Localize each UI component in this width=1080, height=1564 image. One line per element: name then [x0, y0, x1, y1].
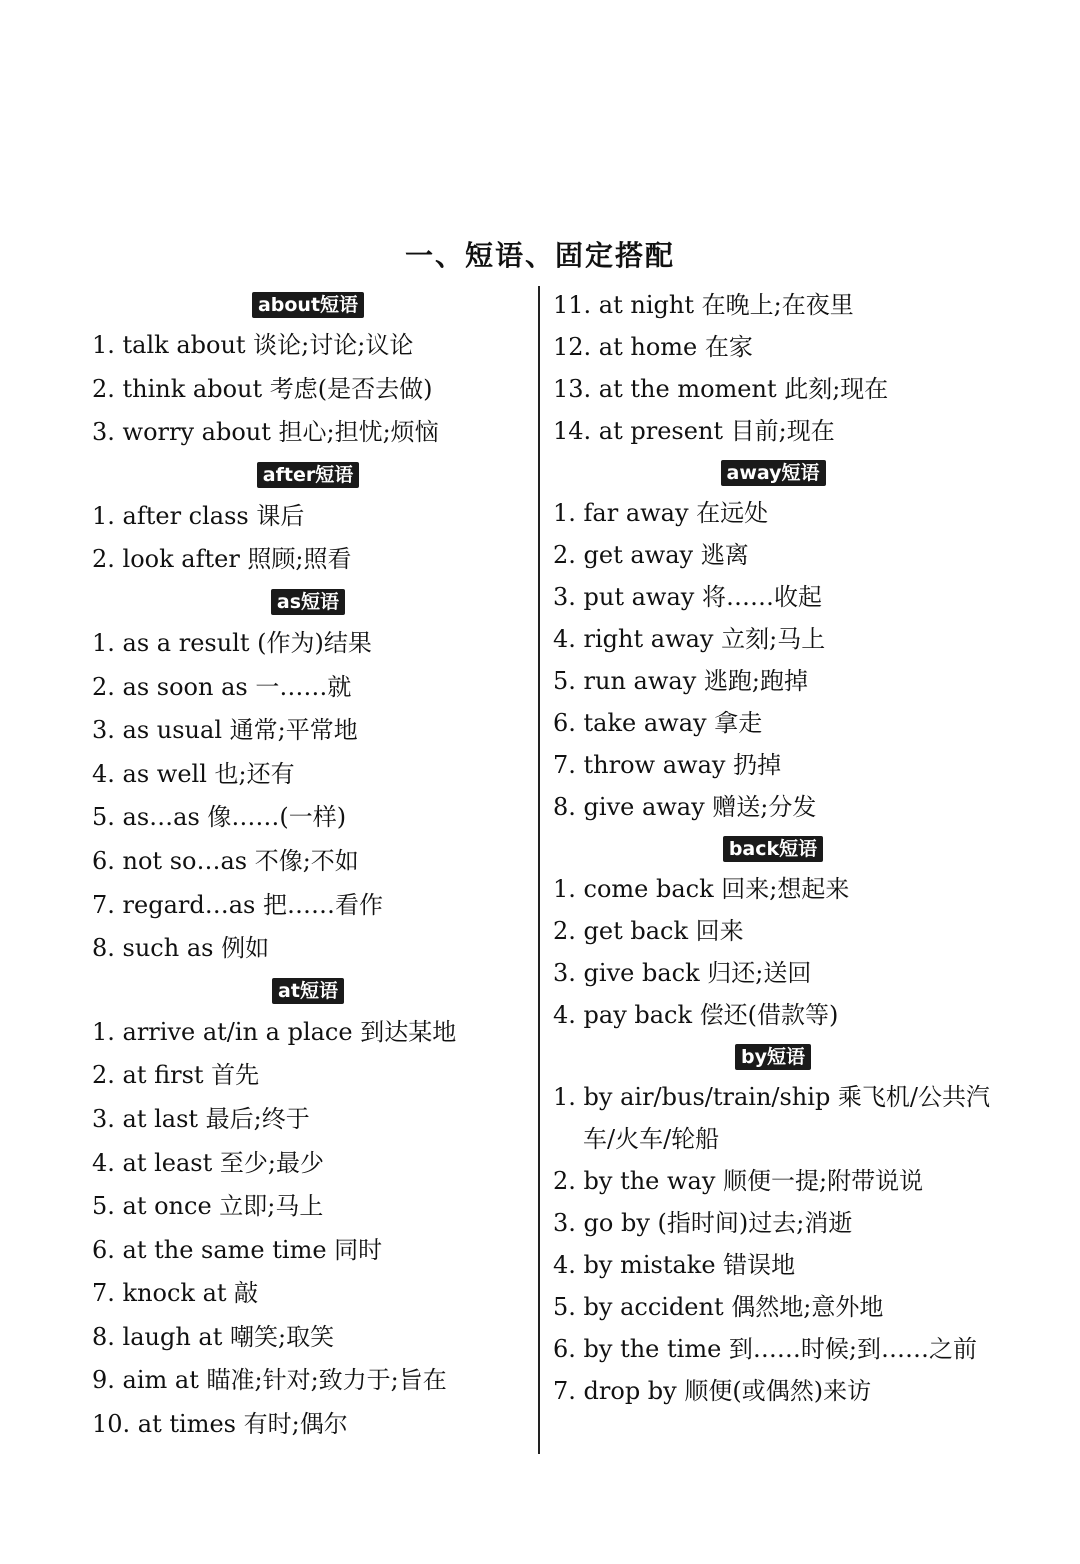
section-header-back: [553, 828, 993, 868]
phrase-item: 2. think about 考虑(是否去做): [92, 374, 433, 403]
phrase-item: 2. at first 首先: [92, 1061, 260, 1090]
phrase-item: 7. throw away 扔掉: [553, 751, 782, 779]
phrase-item: 14. at present 目前;现在: [553, 417, 835, 445]
column-divider: [538, 286, 540, 1454]
phrase-item: 8. laugh at 嘲笑;取笑: [92, 1322, 335, 1351]
phrase-item: 1. far away 在远处: [553, 499, 769, 527]
phrase-item: 1. talk about 谈论;讨论;议论: [92, 331, 414, 359]
phrase-item: 1. by air/bus/train/ship 乘飞机/公共汽车/火车/轮船: [553, 1083, 991, 1153]
phrase-item: 4. pay back 偿还(借款等): [553, 1001, 839, 1029]
phrase-item: 6. take away 拿走: [553, 709, 763, 737]
section-header-by: [553, 1036, 993, 1076]
phrase-item: 13. at the moment 此刻;现在: [553, 375, 889, 403]
section-tag: away短语: [721, 460, 826, 486]
phrase-item: 5. run away 逃跑;跑掉: [553, 667, 808, 695]
phrase-item: 2. by the way 顺便一提;附带说说: [553, 1167, 924, 1195]
section-tag: after短语: [257, 462, 359, 488]
phrase-item: 6. not so…as 不像;不如: [92, 846, 359, 875]
section-tag: about短语: [252, 292, 364, 318]
phrase-item: 2. get away 逃离: [553, 541, 749, 569]
phrase-item: 4. right away 立刻;马上: [553, 625, 826, 653]
page-title: 一、短语、固定搭配: [404, 239, 675, 272]
phrase-item: 6. at the same time 同时: [92, 1235, 383, 1264]
left-column: [92, 284, 524, 1447]
phrase-item: 5. by accident 偶然地;意外地: [553, 1293, 884, 1321]
phrase-item: 2. as soon as 一……就: [92, 672, 352, 701]
phrase-item: 4. as well 也;还有: [92, 759, 295, 788]
phrase-item: 11. at night 在晚上;在夜里: [553, 291, 854, 319]
section-header-after: [92, 455, 524, 495]
phrase-item: 4. by mistake 错误地: [553, 1251, 796, 1279]
section-tag: as短语: [271, 589, 345, 615]
section-tag: back短语: [723, 836, 823, 862]
phrase-item: 4. at least 至少;最少: [92, 1148, 324, 1177]
phrase-item: 2. get back 回来: [553, 917, 744, 945]
phrase-item: 3. give back 归还;送回: [553, 959, 812, 987]
phrase-item: 1. arrive at/in a place 到达某地: [92, 1017, 457, 1046]
phrase-item: 9. aim at 瞄准;针对;致力于;旨在: [92, 1366, 447, 1395]
phrase-item: 8. give away 赠送;分发: [553, 793, 817, 821]
phrase-item: 1. as a result (作为)结果: [92, 628, 372, 657]
phrase-item: 3. as usual 通常;平常地: [92, 716, 358, 745]
phrase-item: 3. put away 将……收起: [553, 583, 822, 611]
phrase-item: 3. worry about 担心;担忧;烦恼: [92, 418, 439, 447]
phrase-item: 5. as…as 像……(一样): [92, 803, 347, 832]
phrase-item: 8. such as 例如: [92, 934, 270, 963]
section-header-away: [553, 452, 993, 492]
phrase-item: 10. at times 有时;偶尔: [92, 1410, 348, 1439]
section-header-at: [92, 971, 524, 1011]
section-tag: at短语: [272, 978, 344, 1004]
phrase-item: 12. at home 在家: [553, 333, 753, 361]
phrase-item: 6. by the time 到……时候;到……之前: [553, 1335, 978, 1363]
right-column: [553, 284, 993, 1412]
phrase-item: 7. drop by 顺便(或偶然)来访: [553, 1377, 872, 1405]
phrase-item: 2. look after 照顾;照看: [92, 545, 352, 574]
phrase-item: 1. come back 回来;想起来: [553, 875, 850, 903]
phrase-item: 3. at last 最后;终于: [92, 1104, 310, 1133]
phrase-item: 7. regard…as 把……看作: [92, 890, 383, 919]
phrase-item: 3. go by (指时间)过去;消逝: [553, 1209, 853, 1237]
section-header-about: [92, 284, 524, 324]
section-header-as: [92, 582, 524, 622]
phrase-item: 1. after class 课后: [92, 501, 305, 530]
phrase-item: 5. at once 立即;马上: [92, 1192, 324, 1221]
section-tag: by短语: [735, 1044, 811, 1070]
phrase-item: 7. knock at 敲: [92, 1279, 259, 1308]
